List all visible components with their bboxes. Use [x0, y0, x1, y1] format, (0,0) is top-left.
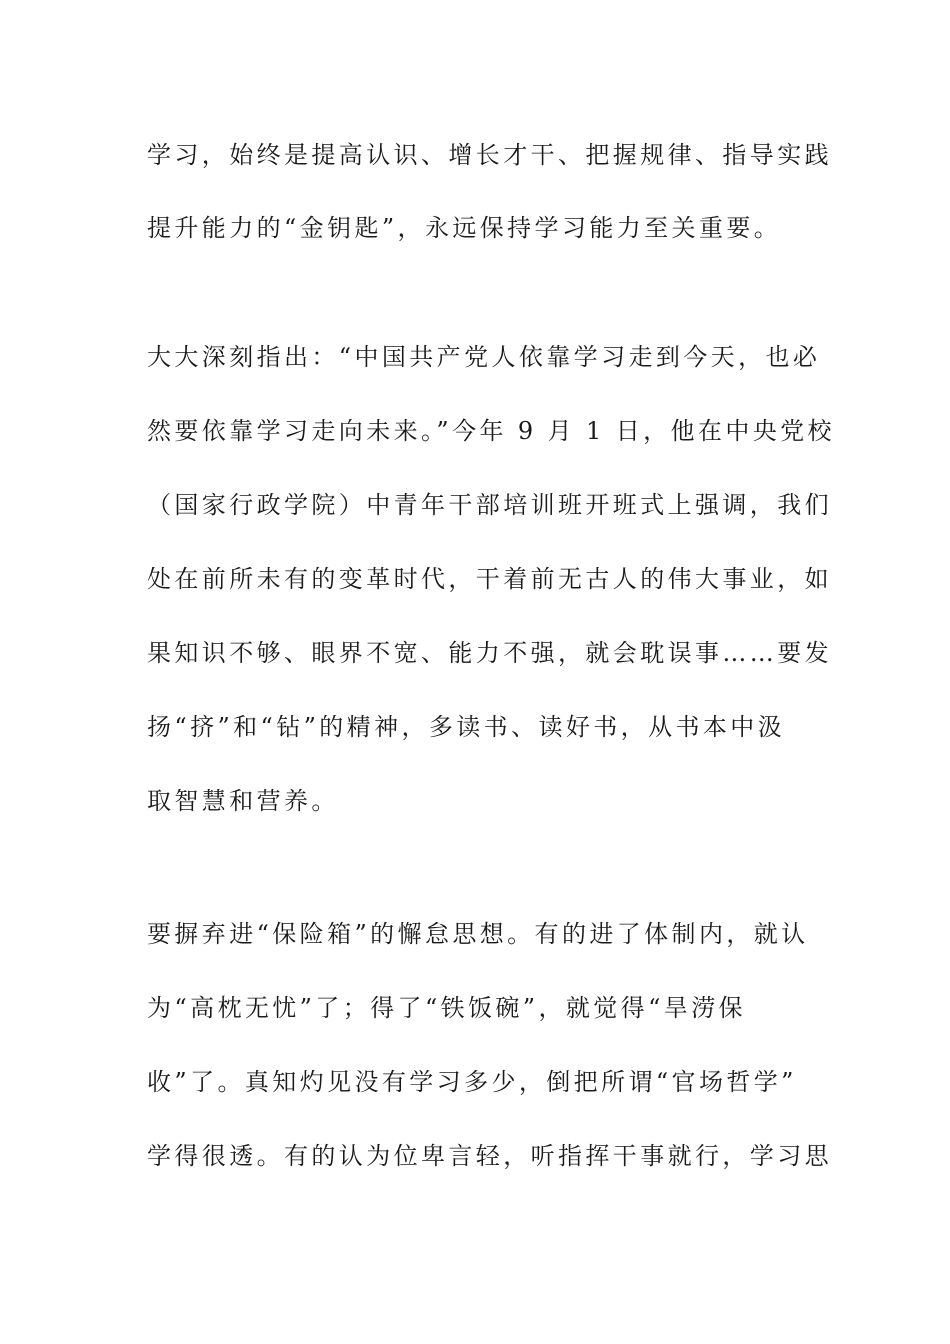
paragraph-2-line-1: 大大深刻指出：“中国共产党人依靠学习走到今天，也必	[147, 343, 821, 371]
paragraph-2-line-6: 扬“挤”和“钻”的精神，多读书、读好书，从书本中汲	[147, 713, 786, 741]
paragraph-2-line-7: 取智慧和营养。	[147, 787, 339, 815]
paragraph-2-line-5: 果知识不够、眼界不宽、能力不强，就会耽误事……要发	[147, 639, 832, 667]
paragraph-3-line-2: 为“高枕无忧”了；得了“铁饭碗”，就觉得“旱涝保	[147, 994, 746, 1022]
paragraph-2-line-4: 处在前所未有的变革时代，干着前无古人的伟大事业，如	[147, 565, 832, 593]
paragraph-3-line-3: 收”了。真知灼见没有学习多少，倒把所谓“官场哲学”	[147, 1068, 797, 1096]
paragraph-1-line-1: 学习，始终是提高认识、增长才干、把握规律、指导实践	[147, 141, 832, 169]
paragraph-3-line-4: 学得很透。有的认为位卑言轻，听指挥干事就行，学习思	[147, 1142, 832, 1170]
paragraph-1-line-2: 提升能力的“金钥匙”，永远保持学习能力至关重要。	[147, 214, 782, 242]
paragraph-2-line-2: 然要依靠学习走向未来。”今年 9 月 1 日，他在中央党校	[147, 417, 835, 445]
paragraph-3-line-1: 要摒弃进“保险箱”的懈怠思想。有的进了体制内，就认	[147, 920, 809, 948]
paragraph-2-line-3: （国家行政学院）中青年干部培训班开班式上强调，我们	[147, 491, 832, 519]
